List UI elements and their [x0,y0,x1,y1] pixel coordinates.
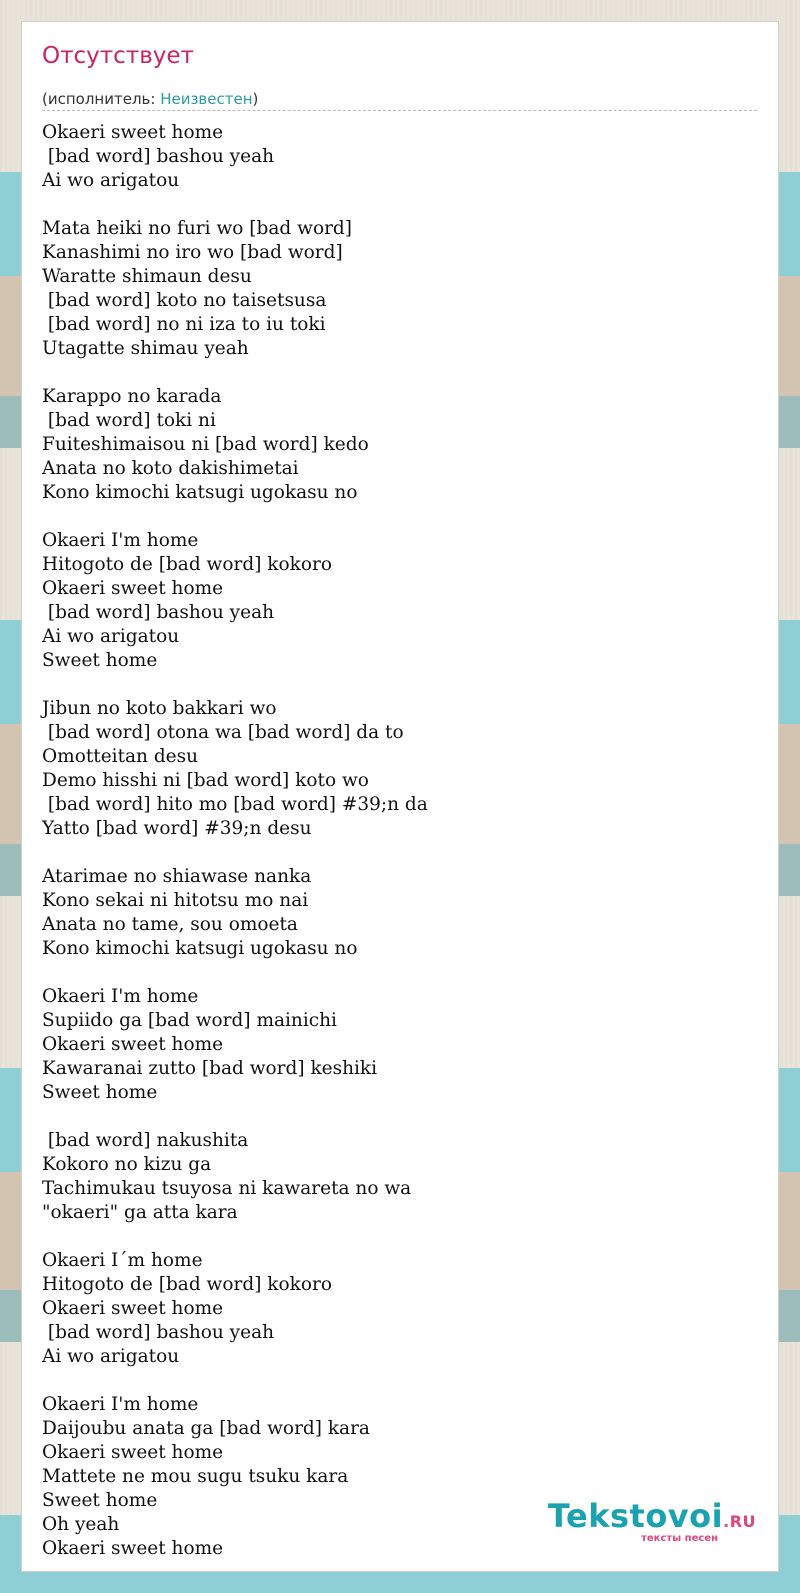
lyric-line: Hitogoto de [bad word] kokoro [42,554,332,575]
lyric-blank-line [42,1225,757,1249]
site-logo[interactable] [547,1497,756,1544]
lyric-blank-line [42,961,757,985]
lyric-line: Omotteitan desu [42,746,199,767]
lyric-line: Karappo no karada [42,386,222,407]
lyric-line: Demo hisshi ni [bad word] koto wo [42,770,369,791]
lyric-line: Okaeri sweet home [42,122,224,143]
logo-tagline: тексты песен [641,1533,718,1544]
lyric-blank-line [42,505,757,529]
artist-link[interactable]: Неизвестен [160,90,253,108]
lyric-line: Supiido ga [bad word] mainichi [42,1010,337,1031]
lyric-blank-line [42,193,757,217]
lyric-line: Oh yeah [42,1514,120,1535]
lyric-line: Waratte shimaun desu [42,266,252,287]
lyric-line: [bad word] bashou yeah [42,146,275,167]
lyric-line: Okaeri sweet home [42,1442,224,1463]
lyric-line: Jibun no koto bakkari wo [42,698,277,719]
lyric-line: Utagatte shimau yeah [42,338,249,359]
lyric-line: Kono kimochi katsugi ugokasu no [42,938,358,959]
lyric-line: Okaeri I'm home [42,1394,199,1415]
artist-suffix: ) [252,90,259,108]
lyric-line: Kono sekai ni hitotsu mo nai [42,890,309,911]
lyric-line: Mata heiki no furi wo [bad word] [42,218,352,239]
lyric-line: [bad word] hito mo [bad word] #39;n da [42,794,428,815]
lyric-blank-line [42,1369,757,1393]
header-divider [42,110,757,111]
lyric-line: Okaeri sweet home [42,1034,224,1055]
lyric-line: Okaeri I'm home [42,530,199,551]
lyric-line: Ai wo arigatou [42,170,180,191]
artist-line [42,90,258,108]
lyric-line: Anata no koto dakishimetai [42,458,299,479]
lyric-line: [bad word] bashou yeah [42,1322,275,1343]
lyric-line: [bad word] bashou yeah [42,602,275,623]
lyric-line: Atarimae no shiawase nanka [42,866,312,887]
artist-prefix: (исполнитель: [42,90,161,108]
lyrics-text [42,121,757,1561]
lyric-line: Ai wo arigatou [42,1346,180,1367]
lyric-line: Okaeri sweet home [42,1538,224,1559]
lyric-blank-line [42,361,757,385]
lyric-line: Okaeri I'm home [42,986,199,1007]
lyric-line: Hitogoto de [bad word] kokoro [42,1274,332,1295]
lyric-line: [bad word] koto no taisetsusa [42,290,327,311]
lyric-line: Kanashimi no iro wo [bad word] [42,242,343,263]
lyric-line: Anata no tame, sou omoeta [42,914,298,935]
lyric-line: [bad word] nakushita [42,1130,249,1151]
lyric-line: Ai wo arigatou [42,626,180,647]
lyric-line: "okaeri" ga atta kara [42,1202,238,1223]
lyric-line: [bad word] no ni iza to iu toki [42,314,326,335]
lyric-line: Sweet home [42,650,158,671]
lyric-blank-line [42,673,757,697]
lyric-line: Kawaranai zutto [bad word] keshiki [42,1058,378,1079]
lyric-line: Sweet home [42,1490,158,1511]
lyric-blank-line [42,841,757,865]
lyric-line: Okaeri sweet home [42,578,224,599]
lyric-line: Okaeri I´m home [42,1250,203,1271]
lyric-line: Kono kimochi katsugi ugokasu no [42,482,358,503]
lyric-line: [bad word] toki ni [42,410,216,431]
lyric-line: Yatto [bad word] #39;n desu [42,818,312,839]
logo-main-text: Tekstovoi [547,1497,724,1535]
lyric-line: Sweet home [42,1082,158,1103]
song-title: Отсутствует [42,43,194,69]
logo-tld: .RU [723,1512,756,1531]
lyric-line: Daijoubu anata ga [bad word] kara [42,1418,370,1439]
lyric-line: Tachimukau tsuyosa ni kawareta no wa [42,1178,412,1199]
lyric-line: Okaeri sweet home [42,1298,224,1319]
lyric-line: Fuiteshimaisou ni [bad word] kedo [42,434,369,455]
lyric-line: Kokoro no kizu ga [42,1154,212,1175]
lyrics-card [22,22,778,1571]
lyric-line: [bad word] otona wa [bad word] da to [42,722,404,743]
lyric-blank-line [42,1105,757,1129]
lyric-line: Mattete ne mou sugu tsuku kara [42,1466,349,1487]
